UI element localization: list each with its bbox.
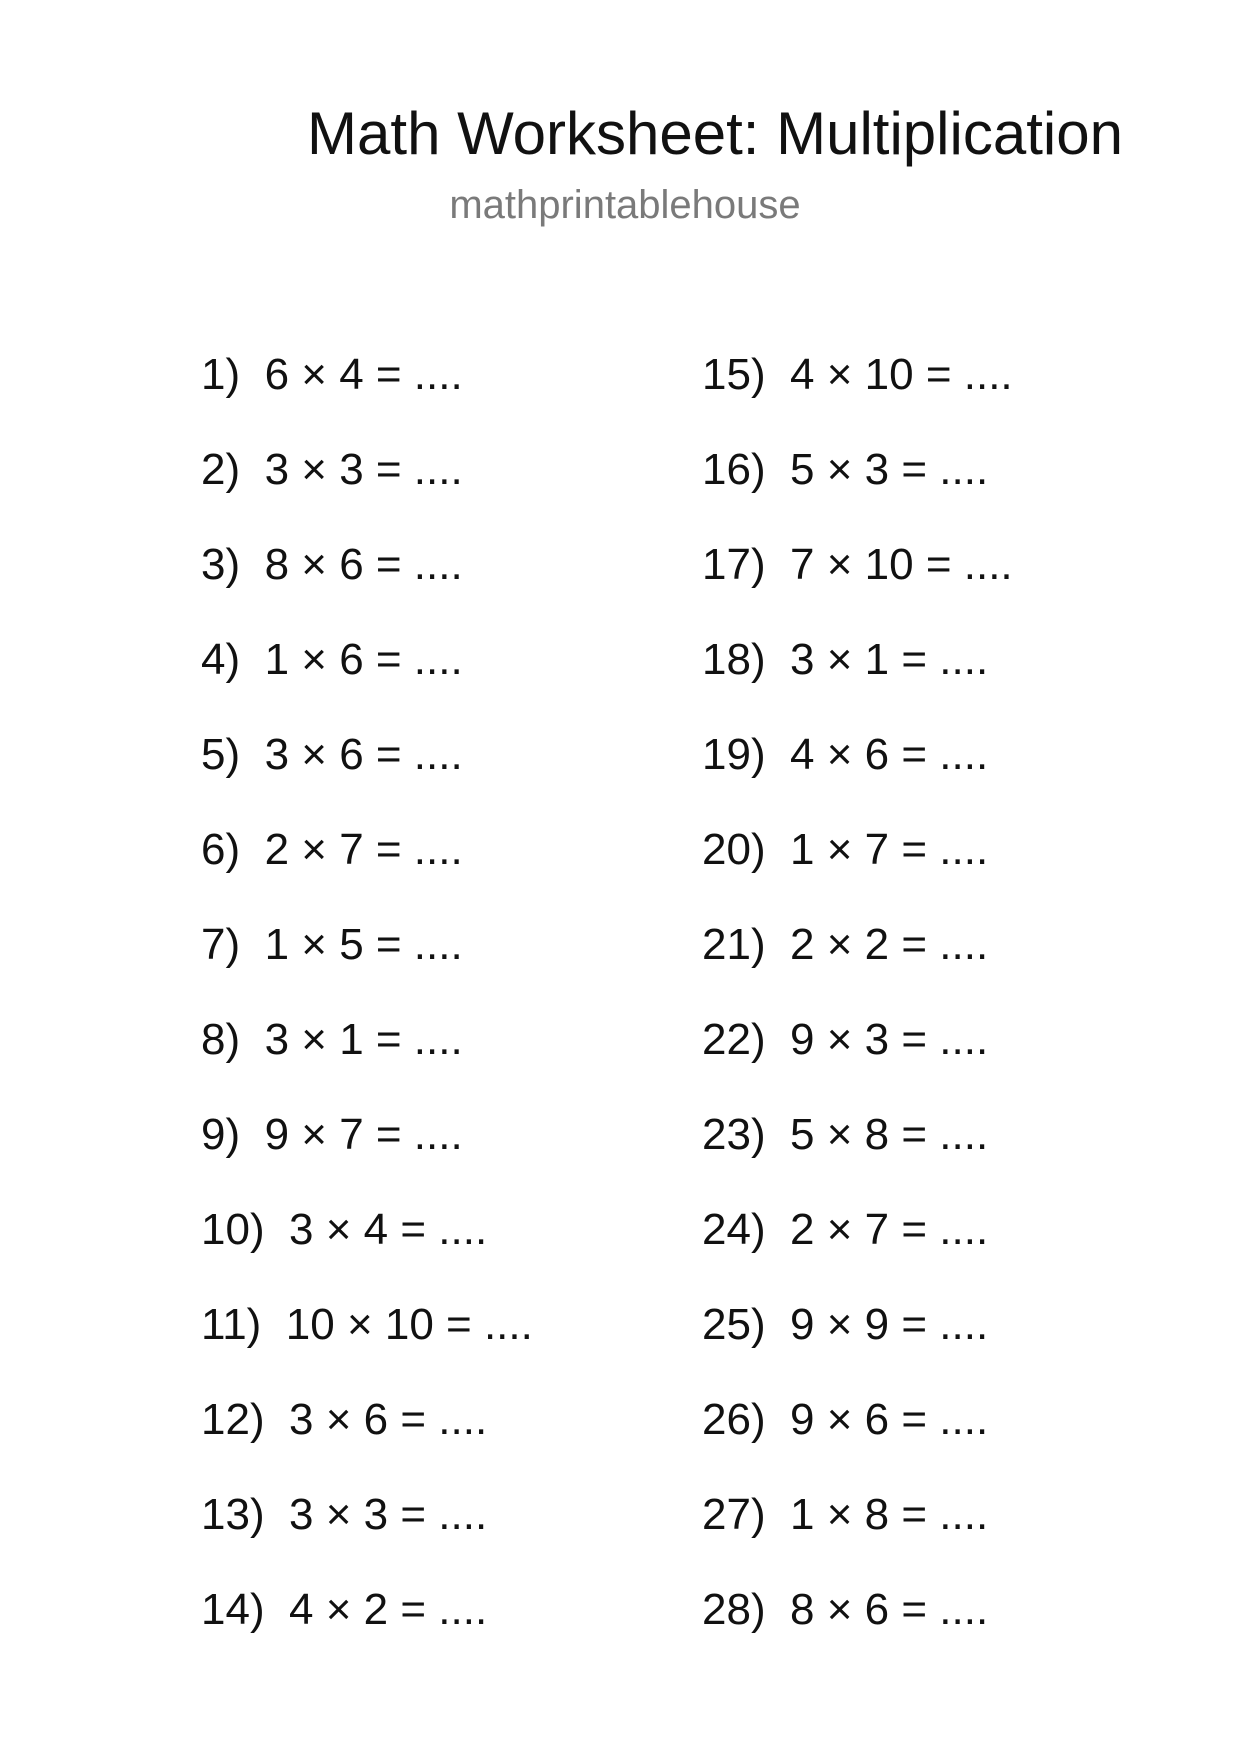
problem-item	[702, 1487, 1013, 1582]
problem-item	[702, 442, 1013, 537]
problem-expression: 1 × 7 = ....	[790, 825, 989, 874]
problems-column-right	[702, 347, 1013, 1677]
problem-number: 21)	[702, 920, 766, 969]
problem-item	[702, 537, 1013, 632]
problem-item	[702, 1012, 1013, 1107]
problem-number: 16)	[702, 445, 766, 494]
problem-number: 8)	[201, 1015, 241, 1064]
problem-expression: 9 × 6 = ....	[790, 1395, 989, 1444]
problem-expression: 4 × 6 = ....	[790, 730, 989, 779]
problem-expression: 5 × 8 = ....	[790, 1110, 989, 1159]
problem-item	[702, 1202, 1013, 1297]
problem-expression: 1 × 6 = ....	[264, 635, 463, 684]
problem-number: 20)	[702, 825, 766, 874]
problem-item	[201, 1107, 533, 1202]
problem-number: 28)	[702, 1585, 766, 1634]
problem-number: 10)	[201, 1205, 265, 1254]
problem-item	[201, 1582, 533, 1677]
problem-expression: 10 × 10 = ....	[285, 1300, 533, 1349]
problem-expression: 4 × 10 = ....	[790, 350, 1013, 399]
worksheet-source: mathprintablehouse	[449, 183, 801, 227]
problem-expression: 9 × 3 = ....	[790, 1015, 989, 1064]
problem-item	[201, 822, 533, 917]
problem-expression: 3 × 4 = ....	[289, 1205, 488, 1254]
problem-number: 6)	[201, 825, 241, 874]
problem-expression: 5 × 3 = ....	[790, 445, 989, 494]
problem-item	[702, 1392, 1013, 1487]
problem-expression: 6 × 4 = ....	[264, 350, 463, 399]
problem-expression: 3 × 6 = ....	[289, 1395, 488, 1444]
problem-number: 11)	[201, 1300, 262, 1349]
problem-expression: 4 × 2 = ....	[289, 1585, 488, 1634]
problem-item	[702, 632, 1013, 727]
problem-number: 3)	[201, 540, 241, 589]
problem-number: 19)	[702, 730, 766, 779]
problem-item	[702, 727, 1013, 822]
problem-expression: 1 × 5 = ....	[264, 920, 463, 969]
problem-number: 18)	[702, 635, 766, 684]
problem-item	[201, 727, 533, 822]
problem-item	[702, 1582, 1013, 1677]
problem-number: 1)	[201, 350, 241, 399]
problem-number: 9)	[201, 1110, 241, 1159]
problem-number: 17)	[702, 540, 766, 589]
problem-expression: 7 × 10 = ....	[790, 540, 1013, 589]
problem-number: 26)	[702, 1395, 766, 1444]
problem-number: 15)	[702, 350, 766, 399]
problem-expression: 8 × 6 = ....	[264, 540, 463, 589]
problem-number: 23)	[702, 1110, 766, 1159]
problem-expression: 3 × 1 = ....	[264, 1015, 463, 1064]
problem-item	[702, 1107, 1013, 1202]
problem-number: 2)	[201, 445, 241, 494]
problem-expression: 3 × 6 = ....	[264, 730, 463, 779]
problem-expression: 3 × 3 = ....	[289, 1490, 488, 1539]
problem-item	[201, 1392, 533, 1487]
problem-item	[201, 347, 533, 442]
problem-item	[201, 632, 533, 727]
problem-number: 13)	[201, 1490, 265, 1539]
problem-item	[201, 537, 533, 632]
problem-expression: 2 × 7 = ....	[790, 1205, 989, 1254]
problem-expression: 3 × 1 = ....	[790, 635, 989, 684]
problems-column-left	[201, 347, 533, 1677]
problem-number: 7)	[201, 920, 241, 969]
problem-expression: 3 × 3 = ....	[264, 445, 463, 494]
problem-item	[201, 1012, 533, 1107]
problem-item	[201, 1202, 533, 1297]
problem-expression: 9 × 7 = ....	[264, 1110, 463, 1159]
problem-number: 4)	[201, 635, 241, 684]
problem-number: 22)	[702, 1015, 766, 1064]
problem-item	[201, 1487, 533, 1582]
problem-item	[702, 1297, 1013, 1392]
problem-number: 24)	[702, 1205, 766, 1254]
problem-number: 27)	[702, 1490, 766, 1539]
problem-number: 25)	[702, 1300, 766, 1349]
problem-number: 5)	[201, 730, 241, 779]
problem-expression: 2 × 7 = ....	[264, 825, 463, 874]
problem-expression: 2 × 2 = ....	[790, 920, 989, 969]
problem-item	[702, 822, 1013, 917]
problem-item	[201, 1297, 533, 1392]
problem-item	[702, 917, 1013, 1012]
problem-item	[201, 442, 533, 537]
problem-number: 12)	[201, 1395, 265, 1444]
problem-expression: 8 × 6 = ....	[790, 1585, 989, 1634]
problem-expression: 9 × 9 = ....	[790, 1300, 989, 1349]
problem-item	[702, 347, 1013, 442]
problem-expression: 1 × 8 = ....	[790, 1490, 989, 1539]
problem-item	[201, 917, 533, 1012]
worksheet-title: Math Worksheet: Multiplication	[307, 100, 1123, 167]
problem-number: 14)	[201, 1585, 265, 1634]
